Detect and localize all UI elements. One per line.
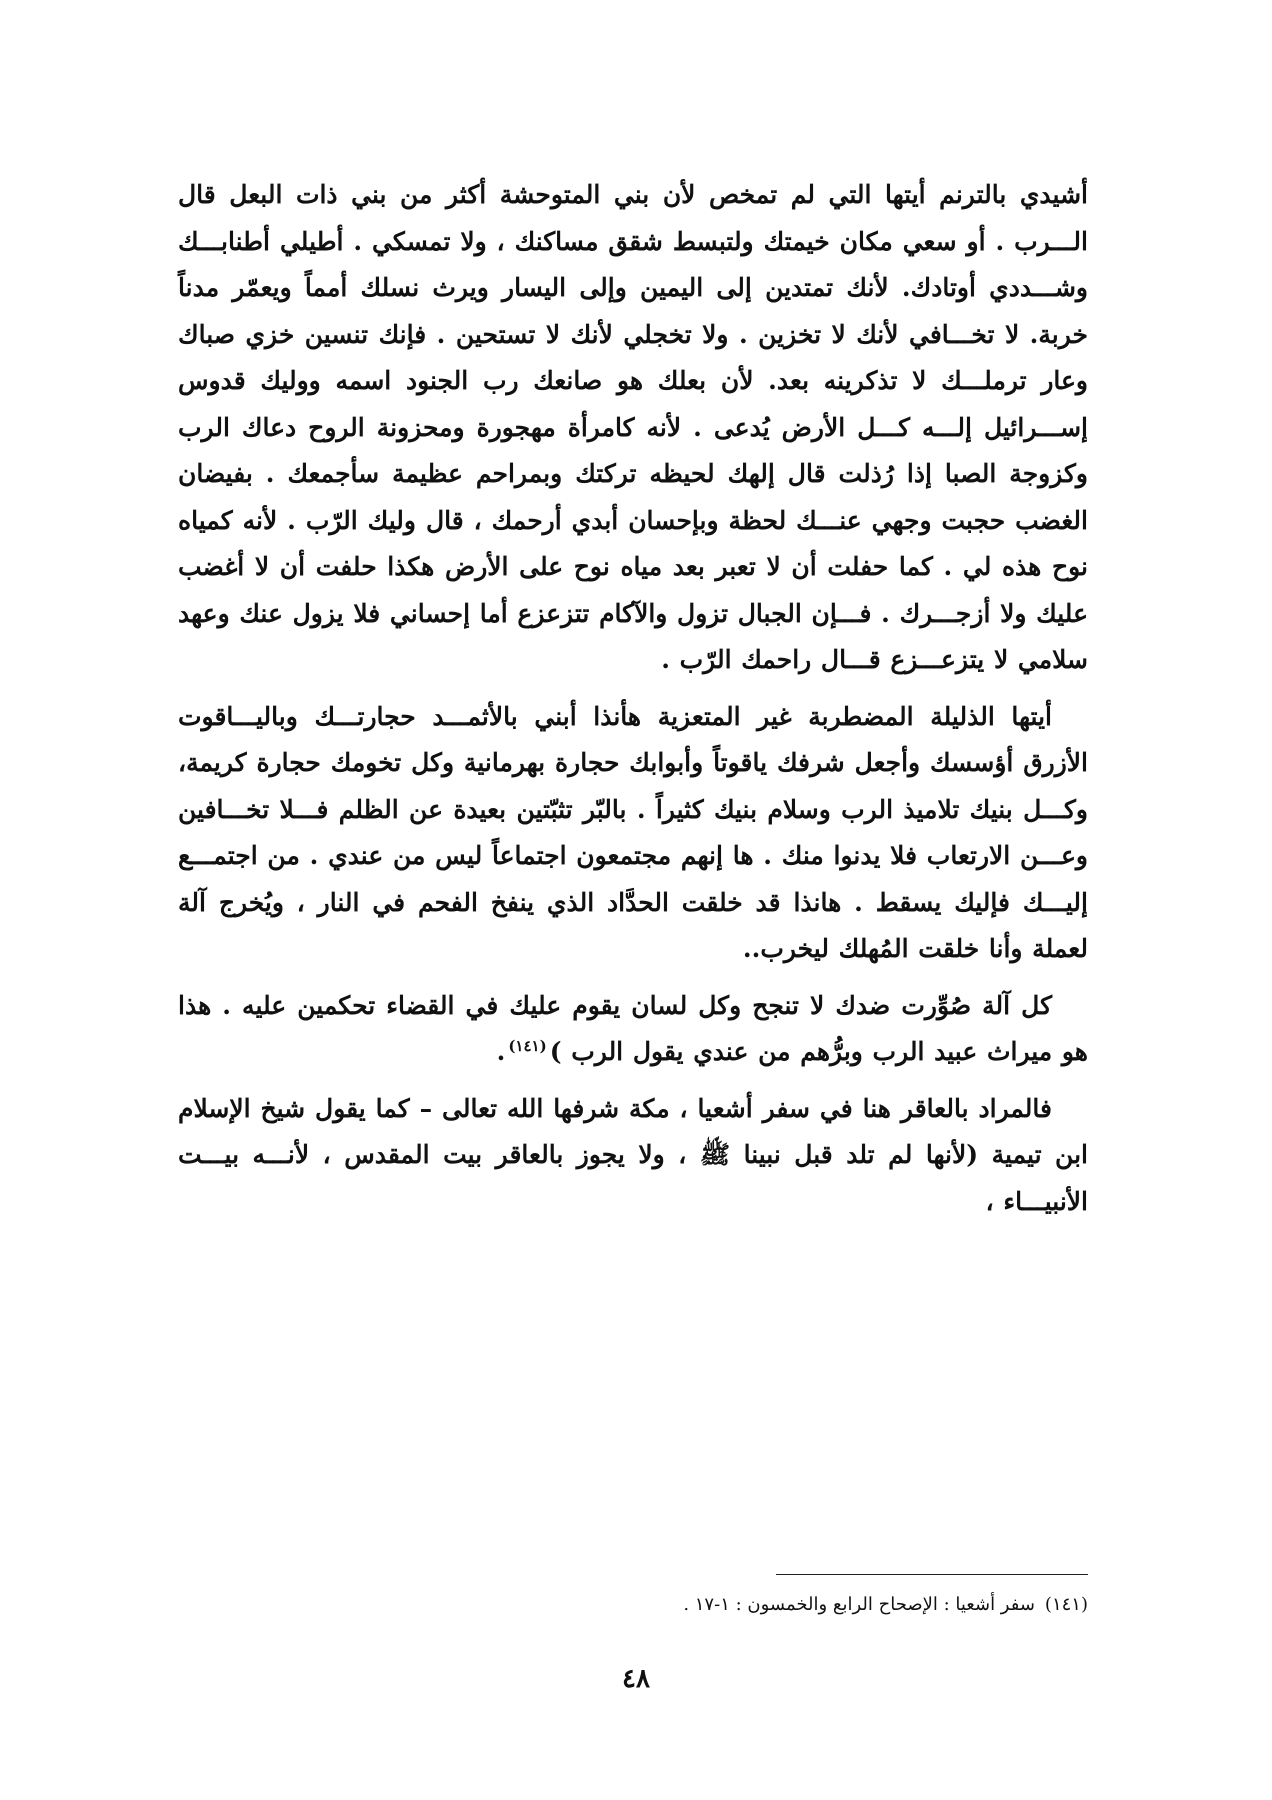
footnote-number: (١٤١) [1044,1594,1088,1615]
paragraph-3-end: . [496,1037,506,1066]
footnote-reference[interactable]: (١٤١) [508,1036,547,1055]
footnote-text: سفر أشعيا : الإصحاح الرابع والخمسون : ١-١٧ . [683,1594,1035,1615]
paragraph-1: أشيدي بالترنم أيتها التي لم تمخص لأن بني المتوحشة أكثر من بني ذات البعل قال الـــرب . أو سعي مكان خيمتك ولتبسط شقق مساكنك ، ولا تمسكي . أطيلي أطنابـــك وشـــددي أوتادك. لأنك تمتدين إلى اليمين وإلى اليسار ويرث نسلك أمماً ويعمّر مدناً خربة. لا تخـــافي لأنك لا تخزين . ولا تخجلي لأنك لا تستحين . فإنك تنسين خزي صباك وعار ترملـــك لا تذكرينه بعد. لأن بعلك هو صانعك رب الجنود اسمه ووليك قدوس إســـرائيل إلـــه كـــل الأرض يُدعى . لأنه كامرأة مهجورة ومحزونة الروح دعاك الرب وكزوجة الصبا إذا رُذلت قال إلهك لحيظه تركتك وبمراحم عظيمة سأجمعك . بفيضان الغضب حجبت وجهي عنـــك لحظة وبإحسان أبدي أرحمك ، قال وليك الرّب . لأنه كمياه نوح هذه لي . كما حفلت أن لا تعبر بعد مياه نوح على الأرض هكذا حلفت أن لا أغضب عليك ولا أزجـــرك . فـــإن الجبال تزول والآكام تتزعزع أما إحساني فلا يزول عنك وعهد سلامي لا يتزعـــزع قـــال راحمك الرّب . [178,180,1088,674]
paragraph-2: أيتها الذليلة المضطربة غير المتعزية هأنذا أبني بالأثمـــد حجارتـــك وباليـــاقوت الأزرق أؤسسك وأجعل شرفك ياقوتاً وأبوابك حجارة بهرمانية وكل تخومك حجارة كريمة، وكـــل بنيك تلاميذ الرب وسلام بنيك كثيراً . بالبّر تثبّتين بعيدة عن الظلم فـــلا تخـــافين وعـــن الارتعاب فلا يدنوا منك . ها إنهم مجتمعون اجتماعاً ليس من عندي . من اجتمـــع إليـــك فإليك يسقط . هانذا قد خلقت الحدَّاد الذي ينفخ الفحم في النار ، ويُخرج آلة لعملة وأنا خلقت المُهلك ليخرب.. [178,701,1088,963]
page-number: ٤٨ [622,1664,650,1694]
paragraph-3 [178,983,1088,1076]
paragraph-4: فالمراد بالعاقر هنا في سفر أشعيا ، مكة شرفها الله تعالى – كما يقول شيخ الإسلام ابن تيمية (لأنها لم تلد قبل نبينا ﷺ ، ولا يجوز بالعاقر بيت المقدس ، لأنـــه بيـــت الأنبيـــاء ، [178,1093,1088,1216]
footnote [184,1592,1088,1618]
paragraph-3-text: كل آلة صُوِّرت ضدك لا تنجح وكل لسان يقوم عليك في القضاء تحكمين عليه . هذا هو ميراث عبيد الرب وبرُّهم من عندي يقول الرب ) [178,990,1088,1066]
footnote-divider [776,1574,1088,1575]
page-body [178,172,1088,1225]
